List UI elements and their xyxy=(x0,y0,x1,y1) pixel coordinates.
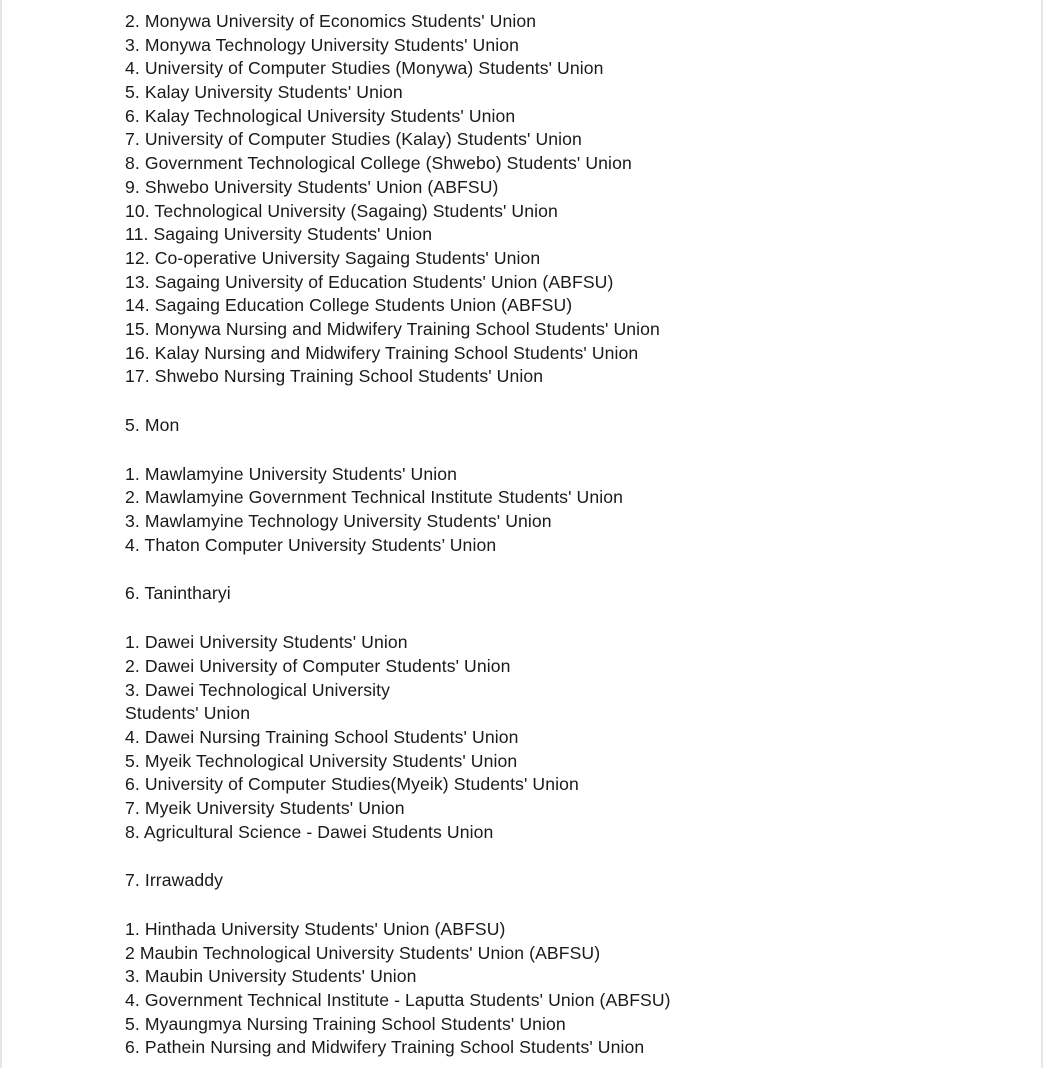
blank-line xyxy=(125,438,1025,463)
list-item: 3. Maubin University Students' Union xyxy=(125,966,417,987)
list-item: 1. Dawei University Students' Union xyxy=(125,632,408,653)
list-item: 2. Monywa University of Economics Students' Union xyxy=(125,11,537,31)
blank-line xyxy=(125,893,1025,918)
list-item: 7. University of Computer Studies (Kalay) Students' Union xyxy=(125,129,582,150)
list-item: 5. Myeik Technological University Students' Union xyxy=(125,750,518,771)
list-item: 4. Government Technical Institute - Laputta Students' Union (ABFSU) xyxy=(125,990,671,1011)
list-item: 1. Mawlamyine University Students' Union xyxy=(125,463,458,484)
list-item: 7. Myeik University Students' Union xyxy=(125,797,405,818)
list-item: 2. Dawei University of Computer Students' Union xyxy=(125,655,511,676)
list-item: 5. Kalay University Students' Union xyxy=(125,82,403,103)
list-item: 2 Maubin Technological University Students' Union (ABFSU) xyxy=(125,942,601,963)
list-item: 6. University of Computer Studies(Myeik) Students' Union xyxy=(125,774,579,795)
list-item: 4. Dawei Nursing Training School Students' Union xyxy=(125,726,519,747)
section-heading-mon: 5. Mon xyxy=(125,415,180,435)
list-item: 12. Co-operative University Sagaing Students' Union xyxy=(125,247,541,268)
blank-line xyxy=(125,557,1025,582)
list-item: 4. Thaton Computer University Students’ Union xyxy=(125,534,497,555)
list-item: 8. Government Technological College (Shwebo) Students' Union xyxy=(125,153,632,174)
blank-line xyxy=(125,844,1025,869)
section-heading-irrawaddy: 7. Irrawaddy xyxy=(125,870,224,891)
list-item: 9. Shwebo University Students' Union (ABFSU) xyxy=(125,176,499,197)
list-item: 10. Technological University (Sagaing) Students' Union xyxy=(125,200,558,221)
list-item: 15. Monywa Nursing and Midwifery Training School Students' Union xyxy=(125,318,660,339)
list-item: 3. Mawlamyine Technology University Students' Union xyxy=(125,511,552,532)
list-item: 13. Sagaing University of Education Students' Union (ABFSU) xyxy=(125,271,614,292)
list-item: 5. Myaungmya Nursing Training School Students' Union xyxy=(125,1013,566,1034)
list-item: 17. Shwebo Nursing Training School Students' Union xyxy=(125,366,544,387)
list-item: 1. Hinthada University Students' Union (ABFSU) xyxy=(125,919,506,939)
list-item: 16. Kalay Nursing and Midwifery Training School Students' Union xyxy=(125,342,639,363)
blank-line xyxy=(125,606,1025,631)
list-item: 4. University of Computer Studies (Monywa) Students' Union xyxy=(125,58,604,79)
section-heading-tanintharyi: 6. Tanintharyi xyxy=(125,583,231,604)
list-item: 14. Sagaing Education College Students Union (ABFSU) xyxy=(125,295,573,316)
list-item: 11. Sagaing University Students' Union xyxy=(125,224,433,245)
list-item: 8. Agricultural Science - Dawei Students Union xyxy=(125,821,494,842)
list-item: 3. Dawei Technological University xyxy=(125,679,391,700)
list-item: 6. Kalay Technological University Students' Union xyxy=(125,105,516,126)
list-item: 2. Mawlamyine Government Technical Institute Students' Union xyxy=(125,487,623,508)
document-text xyxy=(125,10,1025,1060)
list-item: 3. Monywa Technology University Students' Union xyxy=(125,34,520,55)
list-item: 6. Pathein Nursing and Midwifery Training School Students' Union xyxy=(125,1037,645,1058)
list-item-continuation: Students' Union xyxy=(125,703,251,724)
blank-line xyxy=(125,389,1025,414)
